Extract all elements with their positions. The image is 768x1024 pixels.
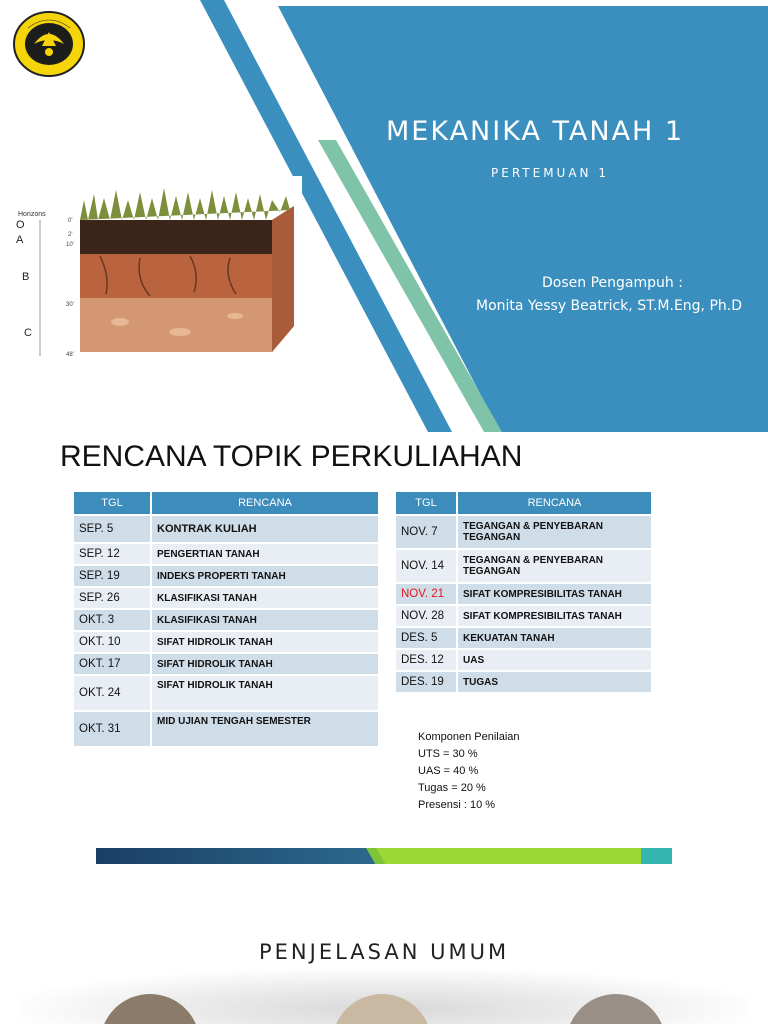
schedule-table-right: [396, 492, 651, 692]
table-cell-topic: SIFAT HIDROLIK TANAH: [152, 652, 378, 674]
svg-text:0': 0': [68, 218, 73, 224]
table-cell-topic: MID UJIAN TENGAH SEMESTER: [152, 710, 378, 746]
table-row: [74, 608, 378, 630]
lecturer-label: Dosen Pengampuh :: [542, 275, 683, 291]
table-cell-topic: TUGAS: [458, 670, 651, 692]
column-header-tgl: TGL: [74, 492, 152, 514]
table-cell-date: SEP. 12: [74, 542, 152, 564]
soil-profile-illustration: [10, 176, 302, 372]
table-cell-topic: KLASIFIKASI TANAH: [152, 608, 378, 630]
soil-horizons-label: Horizons: [18, 211, 46, 218]
table-row: [74, 630, 378, 652]
table-cell-date: OKT. 10: [74, 630, 152, 652]
table-cell-topic: KONTRAK KULIAH: [152, 514, 378, 542]
table-cell-date: NOV. 28: [396, 604, 458, 626]
table-row: [74, 542, 378, 564]
svg-text:A: A: [16, 234, 24, 246]
grading-title: Komponen Penilaian: [418, 731, 520, 743]
table-row: [74, 514, 378, 542]
table-cell-date: OKT. 3: [74, 608, 152, 630]
university-logo: [12, 10, 86, 78]
table-cell-date: NOV. 7: [396, 514, 458, 548]
table-header-row: [74, 492, 378, 514]
table-row: [74, 564, 378, 586]
column-header-rencana: RENCANA: [152, 492, 378, 514]
schedule-table-left: [74, 492, 378, 746]
table-cell-date: SEP. 19: [74, 564, 152, 586]
svg-text:48': 48': [66, 352, 74, 358]
grading-item: UAS = 40 %: [418, 765, 479, 777]
table-row: [396, 648, 651, 670]
table-cell-topic: PENGERTIAN TANAH: [152, 542, 378, 564]
table-cell-topic: TEGANGAN & PENYEBARAN TEGANGAN: [458, 548, 651, 582]
table-row: [74, 674, 378, 710]
table-cell-topic: KLASIFIKASI TANAH: [152, 586, 378, 608]
grading-components: [418, 729, 520, 814]
svg-text:10': 10': [66, 242, 74, 248]
grading-item: UTS = 30 %: [418, 748, 478, 760]
general-explanation-title: PENJELASAN UMUM: [259, 940, 510, 964]
presentation-subtitle: PERTEMUAN 1: [491, 166, 609, 180]
table-cell-topic: TEGANGAN & PENYEBARAN TEGANGAN: [458, 514, 651, 548]
column-header-rencana: RENCANA: [458, 492, 651, 514]
table-cell-date: NOV. 14: [396, 548, 458, 582]
table-row: [396, 548, 651, 582]
svg-text:2': 2': [68, 232, 73, 238]
svg-text:O: O: [16, 219, 25, 231]
footer-color-bar: [96, 848, 672, 865]
table-cell-date: OKT. 24: [74, 674, 152, 710]
grading-item: Presensi : 10 %: [418, 799, 496, 811]
grading-item: Tugas = 20 %: [418, 782, 486, 794]
table-cell-date: OKT. 31: [74, 710, 152, 746]
table-row: [396, 514, 651, 548]
table-cell-date-highlighted: NOV. 21: [396, 582, 458, 604]
table-cell-date: SEP. 26: [74, 586, 152, 608]
table-row: [396, 670, 651, 692]
table-header-row: [396, 492, 651, 514]
table-cell-topic: KEKUATAN TANAH: [458, 626, 651, 648]
table-row: [74, 652, 378, 674]
course-plan-title: RENCANA TOPIK PERKULIAHAN: [60, 440, 523, 473]
general-explanation-slide: [0, 864, 768, 1024]
presentation-title: MEKANIKA TANAH 1: [386, 116, 685, 147]
lecturer-name: Monita Yessy Beatrick, ST.M.Eng, Ph.D: [476, 298, 742, 314]
blue-panel: [278, 6, 768, 432]
column-header-tgl: TGL: [396, 492, 458, 514]
table-cell-topic: SIFAT KOMPRESIBILITAS TANAH: [458, 582, 651, 604]
course-plan-slide: [0, 432, 768, 864]
table-cell-date: DES. 19: [396, 670, 458, 692]
svg-text:B: B: [22, 271, 30, 283]
table-cell-topic: SIFAT HIDROLIK TANAH: [152, 674, 378, 710]
table-cell-date: DES. 12: [396, 648, 458, 670]
table-cell-topic: UAS: [458, 648, 651, 670]
table-row: [74, 586, 378, 608]
table-cell-date: SEP. 5: [74, 514, 152, 542]
table-row: [396, 582, 651, 604]
table-row: [396, 604, 651, 626]
table-cell-topic: SIFAT KOMPRESIBILITAS TANAH: [458, 604, 651, 626]
table-cell-date: DES. 5: [396, 626, 458, 648]
table-row: [396, 626, 651, 648]
svg-text:C: C: [24, 327, 32, 339]
table-cell-date: OKT. 17: [74, 652, 152, 674]
svg-text:30': 30': [66, 302, 74, 308]
title-slide: [0, 0, 768, 432]
table-row: [74, 710, 378, 746]
table-cell-topic: INDEKS PROPERTI TANAH: [152, 564, 378, 586]
table-cell-topic: SIFAT HIDROLIK TANAH: [152, 630, 378, 652]
